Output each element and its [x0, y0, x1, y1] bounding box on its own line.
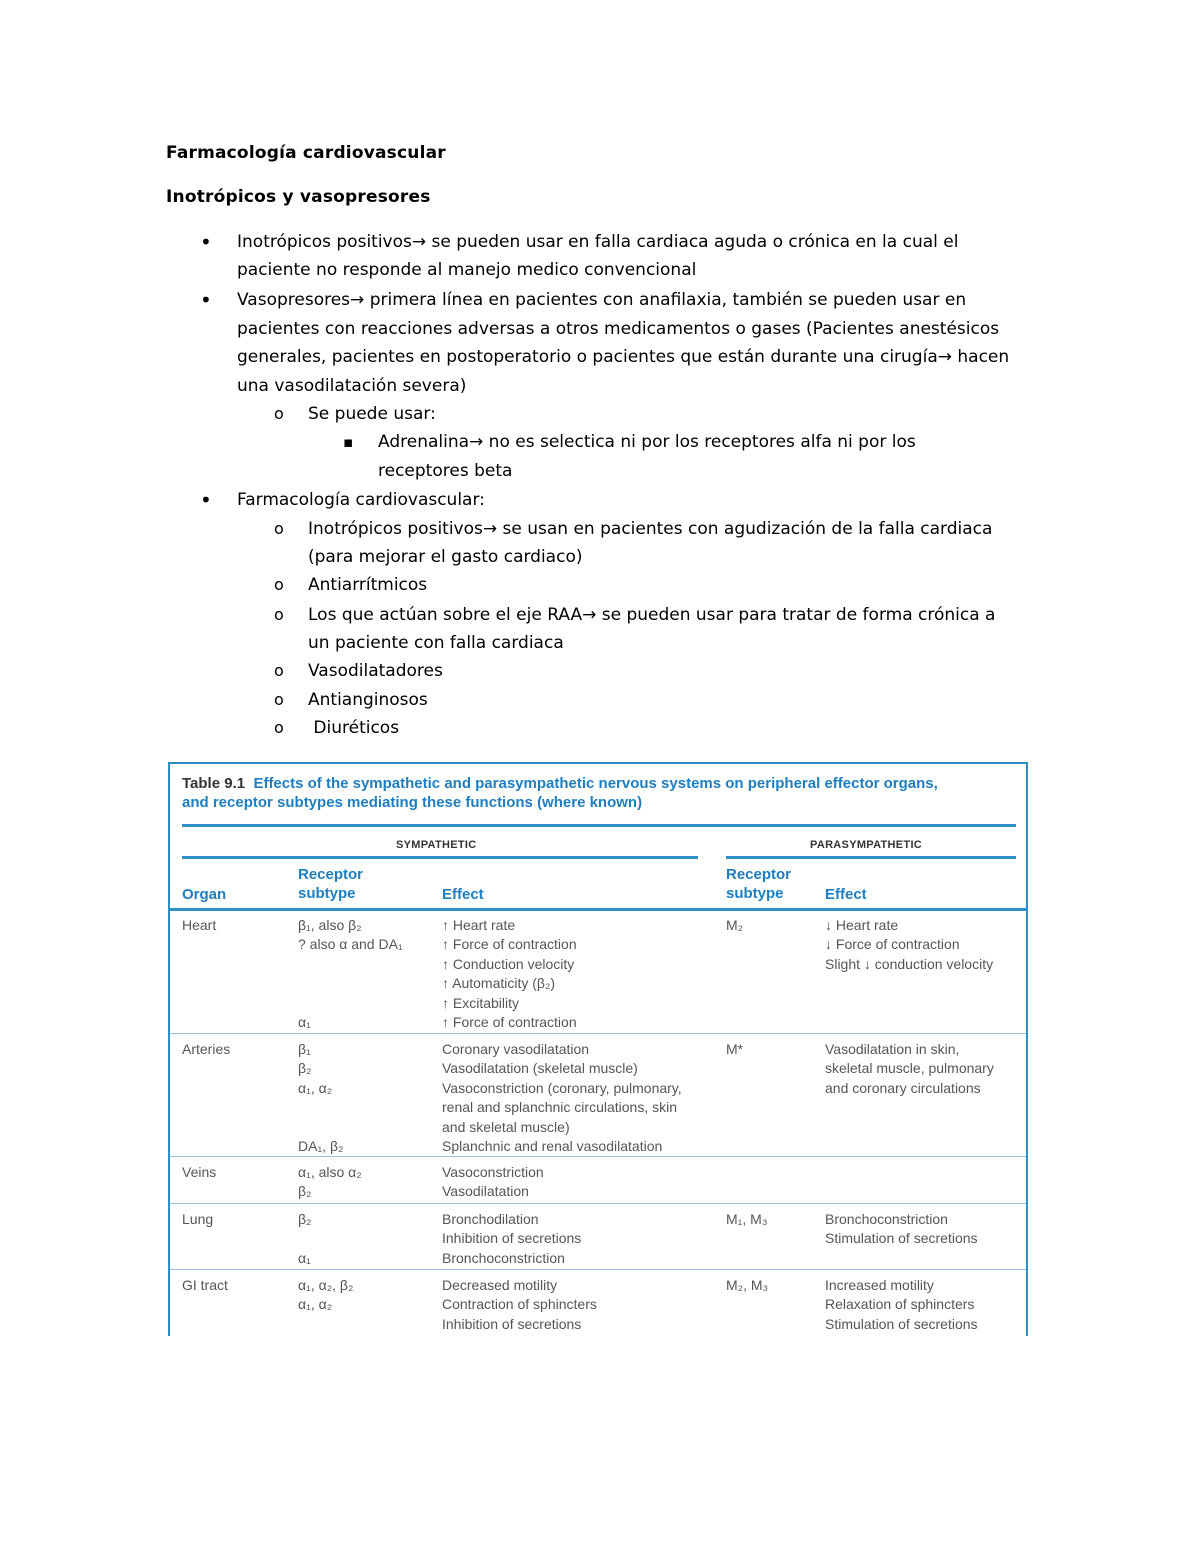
cell-line: M₂, M₃ — [726, 1277, 769, 1293]
cell-line: Vasoconstriction — [442, 1164, 544, 1180]
row-divider — [170, 1203, 1026, 1204]
bullet-marker: o — [274, 575, 284, 594]
sympathetic-receptor-cell — [298, 916, 403, 1032]
cell-line — [298, 955, 403, 974]
cell-line: Relaxation of sphincters — [825, 1296, 975, 1313]
cell-line: Veins — [182, 1164, 217, 1180]
bullet-marker: o — [274, 605, 284, 624]
sympathetic-label: SYMPATHETIC — [396, 839, 477, 851]
cell-line: M₂ — [726, 917, 744, 933]
cell-line: Heart — [182, 917, 217, 933]
cell-line: renal and splanchnic circulations, skin — [442, 1099, 678, 1116]
parasympathetic-rule — [726, 856, 1016, 859]
cell-line: β₁ — [298, 1041, 311, 1057]
cell-line: α₁, α₂ — [298, 1296, 333, 1313]
cell-line: Increased motility — [825, 1277, 934, 1293]
cell-line: β₁, also β₂ — [298, 917, 362, 933]
row-divider — [170, 1033, 1026, 1034]
cell-line: Coronary vasodilatation — [442, 1041, 590, 1057]
cell-line: DA₁, β₂ — [298, 1137, 344, 1154]
cell-line: ↑ Force of contraction — [442, 936, 577, 953]
list-item-line: (para mejorar el gasto cardiaco) — [308, 547, 583, 567]
bullet-marker: o — [274, 661, 284, 680]
cell-line: Stimulation of secretions — [825, 1315, 978, 1332]
cell-line: α₁ — [298, 1013, 311, 1030]
cell-line: GI tract — [182, 1277, 228, 1293]
list-item-line: Se puede usar: — [308, 404, 436, 424]
cell-line: and skeletal muscle) — [442, 1118, 570, 1135]
cell-line: ↓ Heart rate — [825, 917, 899, 933]
list-item-line: Vasodilatadores — [308, 661, 443, 681]
header-effect: Effect — [442, 886, 484, 903]
cell-line: Bronchoconstriction — [442, 1249, 565, 1266]
section-heading: Inotrópicos y vasopresores — [166, 187, 431, 207]
list-item-line: Antianginosos — [308, 690, 428, 710]
sympathetic-effect-cell — [442, 916, 577, 1032]
table-caption-line-2: and receptor subtypes mediating these functions (where known) — [182, 794, 643, 811]
sympathetic-effect-cell — [442, 1210, 581, 1268]
organ-cell — [182, 1210, 213, 1229]
document-title: Farmacología cardiovascular — [166, 143, 446, 163]
cell-line: Vasodilatation in skin, — [825, 1041, 960, 1057]
bullet-marker: o — [274, 519, 284, 538]
cell-line: Vasodilatation — [442, 1183, 529, 1200]
list-item-line: paciente no responde al manejo medico convencional — [237, 260, 697, 280]
parasympathetic-receptor-cell — [726, 1276, 768, 1295]
sympathetic-effect-cell — [442, 1040, 682, 1156]
list-item-line: Inotrópicos positivos→ se usan en pacientes con agudización de la falla cardiaca — [308, 519, 993, 539]
cell-line: Stimulation of secretions — [825, 1230, 978, 1247]
sympathetic-effect-cell — [442, 1163, 544, 1202]
parasympathetic-effect-cell — [825, 916, 993, 974]
header-rule — [170, 908, 1026, 911]
parasympathetic-receptor-cell — [726, 1210, 768, 1229]
header-receptor — [298, 865, 363, 903]
cell-line: Vasodilatation (skeletal muscle) — [442, 1060, 638, 1077]
bullet-marker — [200, 228, 212, 258]
cell-line: β₂ — [298, 1183, 312, 1200]
cell-line: β₂ — [298, 1060, 312, 1077]
header-receptor-line: Receptor — [726, 866, 792, 883]
parasympathetic-effect-cell — [825, 1210, 978, 1249]
sympathetic-receptor-cell — [298, 1040, 343, 1156]
cell-line: Bronchodilation — [442, 1211, 539, 1227]
bullet-marker: o — [274, 690, 284, 709]
bullet-marker: o — [274, 404, 284, 423]
parasympathetic-effect-cell — [825, 1040, 994, 1098]
cell-line — [298, 1098, 343, 1117]
list-item-line: un paciente con falla cardiaca — [308, 633, 564, 653]
cell-line: Decreased motility — [442, 1277, 558, 1293]
header-organ: Organ — [182, 886, 227, 903]
cell-line — [298, 994, 403, 1013]
sympathetic-receptor-cell — [298, 1163, 362, 1202]
list-item-line: Antiarrítmicos — [308, 575, 428, 595]
row-divider — [170, 1156, 1026, 1157]
sympathetic-rule — [182, 856, 698, 859]
organ-cell — [182, 1163, 216, 1182]
list-item-line: Vasopresores→ primera línea en pacientes con anafilaxia, también se pueden usar en — [237, 290, 967, 310]
bullet-marker — [200, 486, 212, 516]
table-caption-line-1: Effects of the sympathetic and parasympathetic nervous systems on peripheral effector organs, — [253, 775, 938, 792]
bullet-marker — [200, 286, 212, 316]
list-item-line: Diuréticos — [308, 718, 400, 738]
list-item-line: receptores beta — [378, 461, 513, 481]
sympathetic-receptor-cell — [298, 1210, 312, 1268]
caption-rule — [182, 824, 1016, 827]
cell-line: Contraction of sphincters — [442, 1296, 597, 1313]
list-item-line: Farmacología cardiovascular: — [237, 490, 485, 510]
cell-line: ↑ Heart rate — [442, 917, 516, 933]
header-receptor-line: subtype — [726, 885, 784, 902]
cell-line: skeletal muscle, pulmonary — [825, 1060, 994, 1077]
cell-line — [298, 974, 403, 993]
list-item-line: generales, pacientes en postoperatorio o pacientes que están durante una cirugía→ hacen — [237, 347, 1010, 367]
cell-line: Vasoconstriction (coronary, pulmonary, — [442, 1079, 682, 1096]
cell-line: ? also α and DA₁ — [298, 936, 403, 953]
cell-line: α₁ — [298, 1249, 311, 1266]
bullet-marker: o — [274, 718, 284, 737]
cell-line: M₁, M₃ — [726, 1211, 768, 1227]
cell-line: Inhibition of secretions — [442, 1230, 582, 1247]
cell-line: M* — [726, 1041, 744, 1057]
list-item-line: Adrenalina→ no es selectica ni por los receptores alfa ni por los — [378, 432, 916, 452]
sympathetic-receptor-cell — [298, 1276, 353, 1315]
cell-line: Inhibition of secretions — [442, 1315, 582, 1332]
header-receptor-line: Receptor — [298, 866, 364, 883]
organ-cell — [182, 1276, 228, 1295]
cell-line: Arteries — [182, 1041, 231, 1057]
cell-line: ↑ Force of contraction — [442, 1013, 577, 1030]
parasympathetic-effect-cell — [825, 1276, 978, 1334]
row-divider — [170, 1269, 1026, 1270]
sympathetic-effect-cell — [442, 1276, 597, 1334]
cell-line: Bronchoconstriction — [825, 1211, 948, 1227]
header-p-effect: Effect — [825, 886, 867, 903]
cell-line: α₁, α₂, β₂ — [298, 1277, 354, 1293]
cell-line: α₁, α₂ — [298, 1079, 333, 1096]
table-caption — [182, 774, 938, 812]
parasympathetic-receptor-cell — [726, 916, 743, 935]
cell-line: Splanchnic and renal vasodilatation — [442, 1137, 663, 1154]
parasympathetic-label: PARASYMPATHETIC — [810, 839, 923, 851]
cell-line — [298, 1118, 343, 1137]
cell-line: Lung — [182, 1211, 214, 1227]
bullet-marker — [343, 428, 353, 456]
cell-line: ↓ Force of contraction — [825, 936, 960, 953]
cell-line — [298, 1229, 312, 1248]
organ-cell — [182, 916, 216, 935]
cell-line: β₂ — [298, 1211, 312, 1227]
header-receptor-line: subtype — [298, 885, 356, 902]
list-item-line: Inotrópicos positivos→ se pueden usar en falla cardiaca aguda o crónica en la cual el — [237, 232, 959, 252]
cell-line: ↑ Excitability — [442, 994, 520, 1011]
cell-line: α₁, also α₂ — [298, 1164, 362, 1180]
header-p-receptor — [726, 865, 791, 903]
table-figure — [168, 762, 1028, 1336]
cell-line: ↑ Conduction velocity — [442, 955, 575, 972]
cell-line: ↑ Automaticity (β₂) — [442, 975, 556, 992]
cell-line: and coronary circulations — [825, 1079, 981, 1096]
cell-line: Slight ↓ conduction velocity — [825, 955, 994, 972]
list-item-line: pacientes con reacciones adversas a otros medicamentos o gases (Pacientes anestésicos — [237, 319, 1000, 339]
list-item-line: una vasodilatación severa) — [237, 376, 467, 396]
table-number: Table 9.1 — [182, 775, 246, 792]
list-item-line: Los que actúan sobre el eje RAA→ se pueden usar para tratar de forma crónica a — [308, 605, 996, 625]
organ-cell — [182, 1040, 230, 1059]
parasympathetic-receptor-cell — [726, 1040, 743, 1059]
